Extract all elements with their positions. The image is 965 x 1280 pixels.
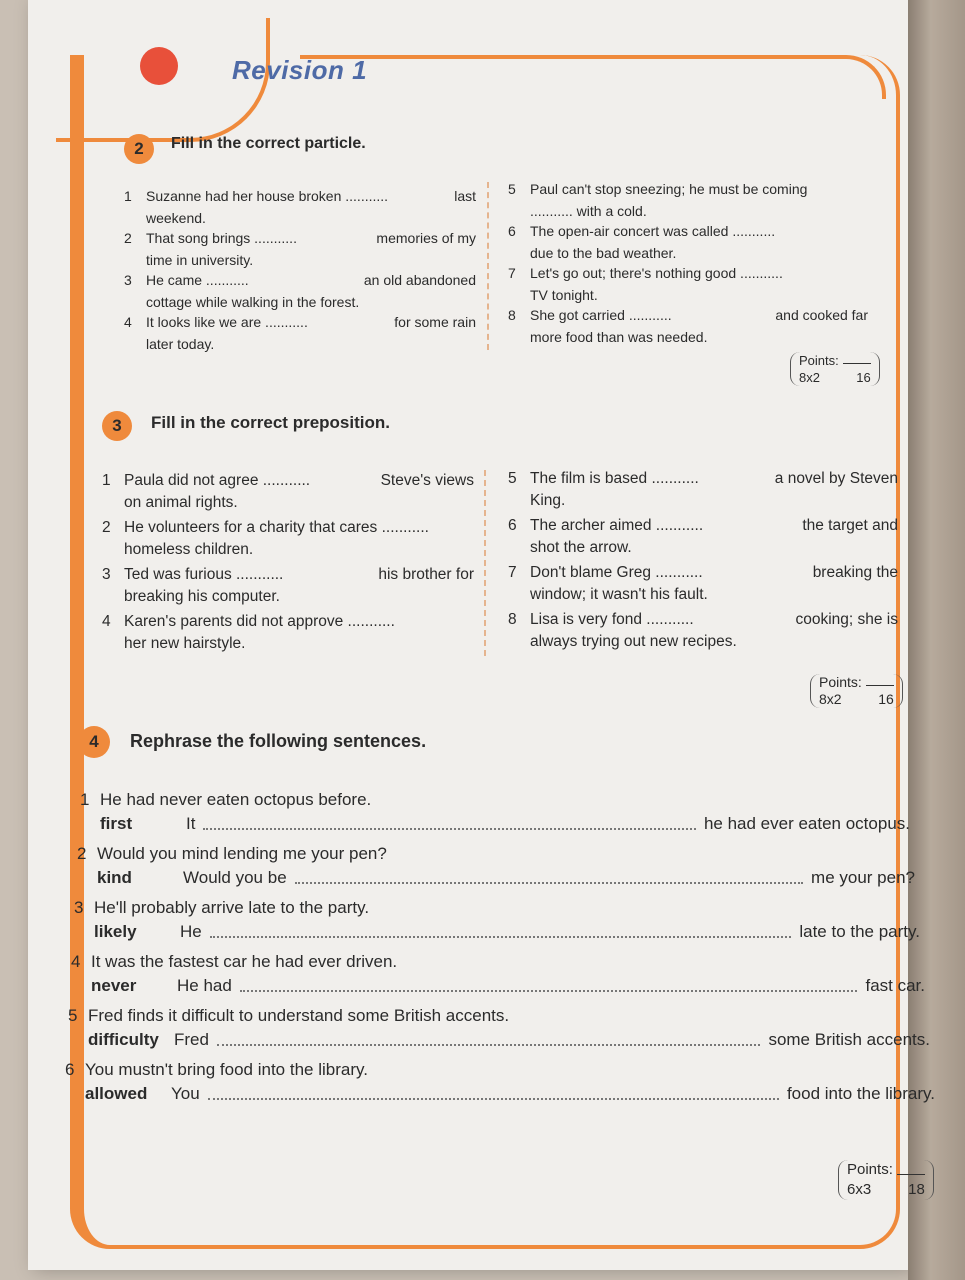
item-text: Karen's parents did not approve ........... — [124, 613, 395, 630]
item-text: That song brings ........... — [146, 230, 297, 246]
keyword: likely — [94, 922, 137, 941]
item-text: The film is based ........... — [530, 470, 699, 487]
section-4-points — [838, 1160, 934, 1200]
item-number: 5 — [508, 470, 517, 487]
answer-blank[interactable] — [208, 1098, 779, 1100]
item-continuation: shot the arrow. — [530, 539, 632, 556]
points-label: Points: — [819, 674, 862, 690]
answer-end: food into the library. — [786, 1084, 935, 1103]
exercise-item — [102, 517, 474, 561]
item-text: Paul can't stop sneezing; he must be coming — [530, 181, 808, 197]
item-continuation: time in university. — [146, 252, 254, 268]
item-number: 4 — [71, 952, 81, 971]
item-number: 3 — [74, 898, 84, 917]
item-text-end: memories of my — [376, 230, 476, 246]
item-text: The open-air concert was called ........... — [530, 223, 776, 239]
points-label: Points: — [847, 1161, 893, 1178]
item-text-end: cooking; she is — [795, 611, 898, 628]
item-number: 7 — [508, 564, 517, 581]
answer-start: It — [186, 814, 196, 833]
section-4-title: Rephrase the following sentences. — [130, 731, 427, 751]
points-calc: 8x2 — [799, 370, 820, 385]
answer-blank[interactable] — [217, 1044, 760, 1046]
section-2-number: 2 — [124, 134, 154, 164]
item-question: Would you mind lending me your pen? — [97, 844, 387, 863]
item-text-end: breaking the — [812, 564, 898, 581]
item-continuation: due to the bad weather. — [530, 245, 677, 261]
exercise-item — [508, 468, 898, 512]
item-text-end: for some rain — [394, 314, 476, 330]
item-number: 7 — [508, 265, 516, 281]
item-text: Paula did not agree ........... — [124, 472, 311, 489]
item-continuation: TV tonight. — [530, 287, 598, 303]
exercise-item — [124, 269, 476, 313]
item-number: 3 — [102, 566, 111, 583]
item-text: It looks like we are ........... — [146, 314, 308, 330]
item-continuation: cottage while walking in the forest. — [146, 294, 360, 310]
section-2-title: Fill in the correct particle. — [171, 135, 366, 152]
item-text-end: last — [454, 188, 476, 204]
section-2-divider — [487, 182, 489, 350]
answer-blank[interactable] — [295, 882, 803, 884]
item-continuation: her new hairstyle. — [124, 635, 246, 652]
section-4-number: 4 — [78, 726, 110, 758]
item-question: It was the fastest car he had ever driven. — [91, 952, 398, 971]
item-text: Let's go out; there's nothing good ........... — [530, 265, 783, 281]
item-number: 8 — [508, 307, 516, 323]
answer-end: fast car. — [865, 976, 925, 995]
item-question: Fred finds it difficult to understand some British accents. — [88, 1006, 510, 1025]
section-3-divider — [484, 470, 486, 656]
item-text: Don't blame Greg ........... — [530, 564, 703, 581]
item-number: 6 — [508, 223, 516, 239]
item-text: Ted was furious ........... — [124, 566, 284, 583]
item-continuation: later today. — [146, 336, 215, 352]
item-number: 4 — [102, 613, 111, 630]
item-text-end: the target and — [802, 517, 898, 534]
orange-frame-top — [300, 55, 886, 99]
item-text: He volunteers for a charity that cares ........... — [124, 519, 429, 536]
answer-start: Would you be — [183, 868, 287, 887]
exercise-item — [508, 220, 868, 264]
item-continuation: King. — [530, 492, 566, 509]
item-number: 1 — [124, 188, 132, 204]
item-text: Suzanne had her house broken ........... — [146, 188, 389, 204]
points-label: Points: — [799, 353, 839, 368]
answer-end: late to the party. — [799, 922, 920, 941]
item-number: 5 — [68, 1006, 78, 1025]
item-continuation: on animal rights. — [124, 494, 238, 511]
section-3-number: 3 — [102, 411, 132, 441]
item-text: She got carried ........... — [530, 307, 672, 323]
item-text: Lisa is very fond ........... — [530, 611, 694, 628]
points-total: 16 — [856, 370, 871, 385]
rephrase-item — [80, 788, 910, 836]
rephrase-item — [77, 842, 915, 890]
item-number: 6 — [65, 1060, 75, 1079]
exercise-item — [124, 185, 476, 229]
item-number: 3 — [124, 272, 132, 288]
exercise-item — [102, 611, 474, 655]
exercise-item — [508, 304, 868, 348]
item-question: He'll probably arrive late to the party. — [94, 898, 370, 917]
exercise-item — [124, 311, 476, 355]
item-number: 4 — [124, 314, 132, 330]
answer-end: he had ever eaten octopus. — [703, 814, 910, 833]
item-text-end: an old abandoned — [363, 272, 476, 288]
item-continuation: weekend. — [146, 210, 206, 226]
answer-start: You — [171, 1084, 200, 1103]
title-dot-icon — [140, 47, 178, 85]
exercise-item — [124, 227, 476, 271]
answer-blank[interactable] — [210, 936, 792, 938]
item-number: 1 — [102, 472, 111, 489]
item-question: You mustn't bring food into the library. — [85, 1060, 368, 1079]
item-continuation: more food than was needed. — [530, 329, 708, 345]
section-2-points — [790, 352, 880, 386]
rephrase-item — [74, 896, 920, 944]
item-continuation: always trying out new recipes. — [530, 633, 737, 650]
exercise-item — [508, 178, 868, 222]
keyword: kind — [97, 868, 132, 887]
rephrase-item — [71, 950, 925, 998]
answer-blank[interactable] — [240, 990, 858, 992]
item-text-end: and cooked far — [775, 307, 868, 323]
item-number: 2 — [77, 844, 87, 863]
item-text-end: Steve's views — [380, 472, 474, 489]
section-3-points — [810, 674, 903, 708]
rephrase-item — [65, 1058, 935, 1106]
rephrase-item — [68, 1004, 930, 1052]
page-title: Revision 1 — [232, 55, 368, 85]
keyword: allowed — [85, 1084, 148, 1103]
points-calc: 8x2 — [819, 691, 842, 707]
keyword: first — [100, 814, 133, 833]
answer-end: some British accents. — [768, 1030, 930, 1049]
item-number: 5 — [508, 181, 516, 197]
item-text-end: his brother for — [378, 566, 474, 583]
exercise-item — [508, 562, 898, 606]
answer-end: me your pen? — [811, 868, 915, 887]
item-number: 8 — [508, 611, 517, 628]
exercise-item — [508, 515, 898, 559]
item-continuation: homeless children. — [124, 541, 254, 558]
item-question: He had never eaten octopus before. — [100, 790, 372, 809]
item-continuation: ........... with a cold. — [530, 203, 647, 219]
keyword: difficulty — [88, 1030, 159, 1049]
item-number: 2 — [102, 519, 111, 536]
item-text: He came ........... — [146, 272, 249, 288]
exercise-item — [102, 564, 474, 608]
section-3-title: Fill in the correct preposition. — [151, 413, 390, 432]
item-number: 2 — [124, 230, 132, 246]
exercise-item — [508, 609, 898, 653]
item-number: 6 — [508, 517, 517, 534]
points-total: 16 — [878, 691, 894, 707]
exercise-item — [508, 262, 868, 306]
points-total: 18 — [908, 1181, 925, 1198]
answer-start: Fred — [174, 1030, 209, 1049]
item-text: The archer aimed ........... — [530, 517, 704, 534]
points-calc: 6x3 — [847, 1181, 872, 1198]
item-number: 1 — [80, 790, 90, 809]
exercise-item — [102, 470, 474, 514]
keyword: never — [91, 976, 137, 995]
item-continuation: window; it wasn't his fault. — [530, 586, 708, 603]
answer-start: He — [180, 922, 202, 941]
item-text-end: a novel by Steven — [774, 470, 898, 487]
answer-start: He had — [177, 976, 232, 995]
item-continuation: breaking his computer. — [124, 588, 280, 605]
answer-blank[interactable] — [203, 828, 696, 830]
